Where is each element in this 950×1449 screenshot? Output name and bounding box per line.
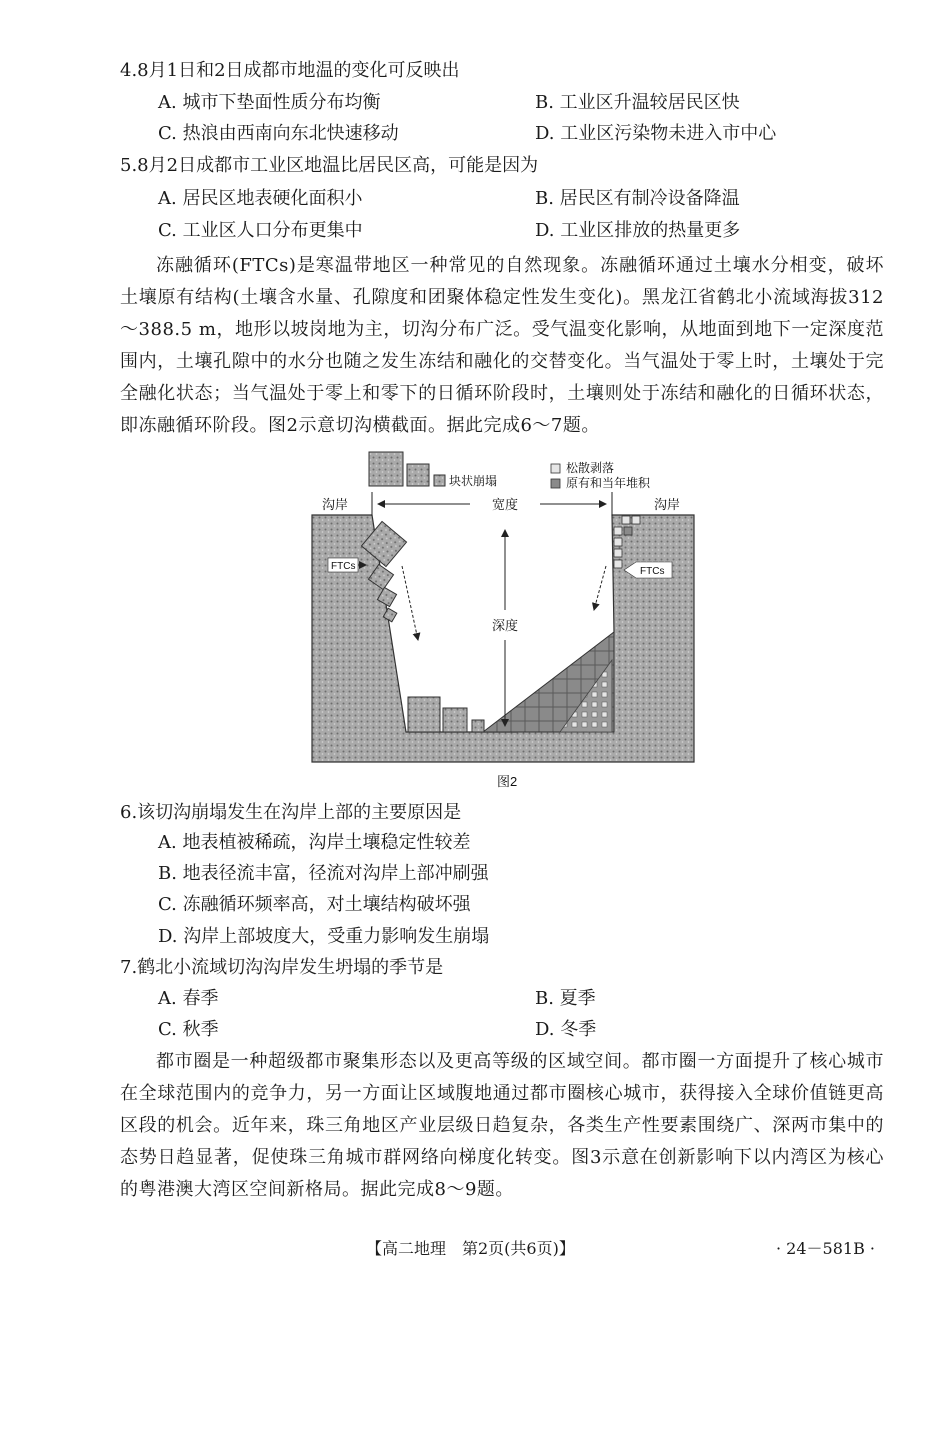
q7-option-d: D. 冬季 (535, 1019, 597, 1040)
q7-option-a: A. 春季 (158, 988, 219, 1009)
q4-option-d: D. 工业区污染物未进入市中心 (535, 123, 777, 144)
page-footer: 【高二地理 第2页(共6页)】 (366, 1239, 575, 1258)
figure-caption: 图2 (497, 774, 518, 789)
legend-deposit-label: 原有和当年堆积 (566, 476, 651, 490)
legend-loose-label: 松散剥落 (566, 461, 615, 475)
q5-option-b: B. 居民区有制冷设备降温 (535, 188, 740, 209)
ftcs-left-label: FTCs (331, 561, 356, 572)
q7-option-c: C. 秋季 (158, 1019, 219, 1040)
left-bank-label: 沟岸 (322, 497, 349, 512)
q4-option-b: B. 工业区升温较居民区快 (535, 92, 740, 113)
q4-option-a: A. 城市下垫面性质分布均衡 (158, 92, 381, 113)
q5-stem: 5.8月2日成都市工业区地温比居民区高，可能是因为 (120, 155, 539, 176)
q5-option-c: C. 工业区人口分布更集中 (158, 220, 363, 241)
depth-label: 深度 (492, 618, 519, 633)
paper-code: · 24－581B · (776, 1239, 876, 1258)
width-label: 宽度 (492, 497, 519, 512)
q6-stem: 6.该切沟崩塌发生在沟岸上部的主要原因是 (120, 802, 462, 823)
q6-option-a: A. 地表植被稀疏，沟岸土壤稳定性较差 (158, 832, 471, 853)
q4-option-c: C. 热浪由西南向东北快速移动 (158, 123, 399, 144)
q6-option-b: B. 地表径流丰富，径流对沟岸上部冲刷强 (158, 863, 489, 884)
q4-stem: 4.8月1日和2日成都市地温的变化可反映出 (120, 60, 460, 81)
q5-option-a: A. 居民区地表硬化面积小 (158, 188, 363, 209)
q7-stem: 7.鹤北小流域切沟沟岸发生坍塌的季节是 (120, 957, 444, 978)
q5-option-d: D. 工业区排放的热量更多 (535, 220, 741, 241)
q6-option-c: C. 冻融循环频率高，对土壤结构破坏强 (158, 894, 471, 915)
passage-ftcs: 冻融循环(FTCs)是寒温带地区一种常见的自然现象。冻融循环通过土壤水分相变，破坏土壤原有结构(土壤含水量、孔隙度和团聚体稳定性发生变化)。黑龙江省鹤北小流域海拔312～388.5 m，地形以坡岗地为主，切沟分布广泛。受气温变化影响，从地面到地下一定深度范围内，土壤孔隙中的水分也随之发生冻结和融化的交替变化。当气温处于零上时，土壤处于完全融化状态；当气温处于零上和零下的日循环阶段时，土壤则处于冻结和融化的日循环状态，即冻融循环阶段。图2示意切沟横截面。据此完成6～7题。 (120, 255, 884, 436)
passage-metropolitan: 都市圈是一种超级都市聚集形态以及更高等级的区域空间。都市圈一方面提升了核心城市在全球范围内的竞争力，另一方面让区域腹地通过都市圈核心城市，获得接入全球价值链更高区段的机会。近年来，珠三角地区产业层级日趋复杂，各类生产性要素围绕广、深两市集中的态势日趋显著，促使珠三角城市群网络向梯度化转变。图3示意在创新影响下以内湾区为核心的粤港澳大湾区空间新格局。据此完成8～9题。 (120, 1051, 884, 1200)
legend-blocky-label: 块状崩塌 (449, 474, 498, 488)
q6-option-d: D. 沟岸上部坡度大，受重力影响发生崩塌 (158, 926, 490, 947)
q7-option-b: B. 夏季 (535, 988, 596, 1009)
ftcs-right-label: FTCs (640, 566, 665, 577)
right-bank-label: 沟岸 (654, 497, 681, 512)
